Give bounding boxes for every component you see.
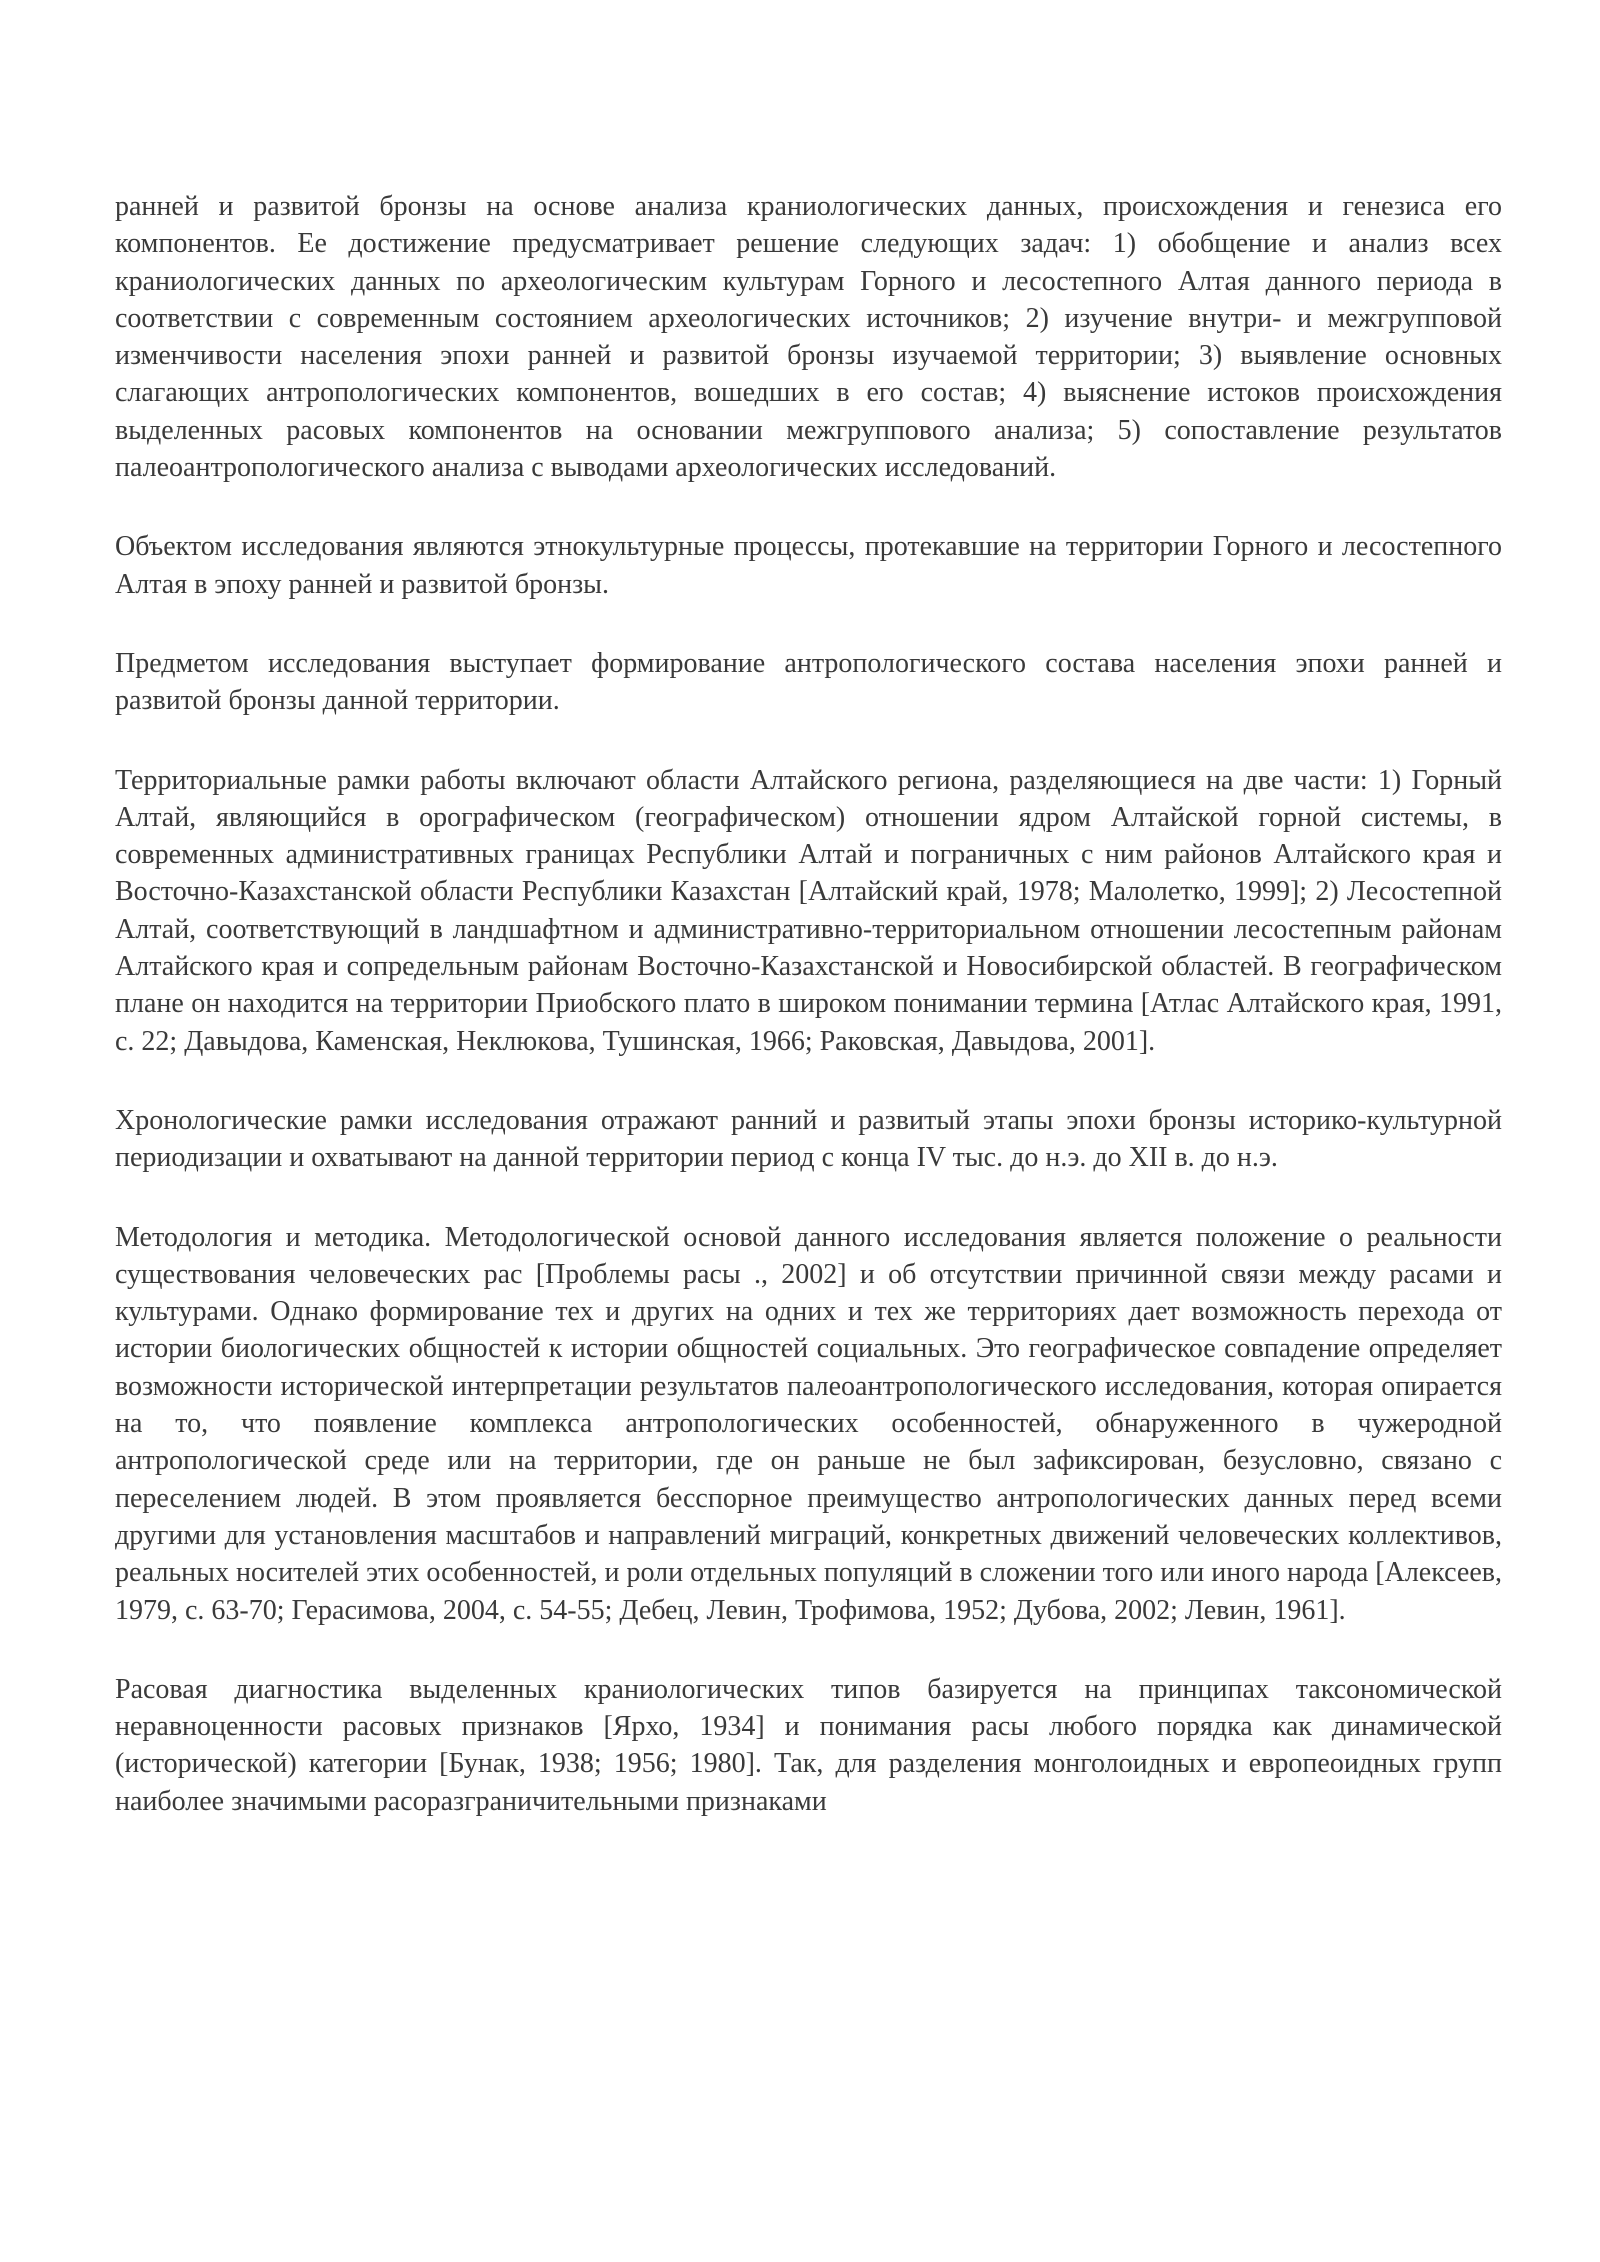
paragraph-research-object: Объектом исследования являются этнокультурные процессы, протекавшие на территории Горного и лесостепного Алтая в эпоху ранней и развитой бронзы. bbox=[115, 531, 1502, 600]
paragraph-research-subject: Предметом исследования выступает формирование антропологического состава населения эпохи ранней и развитой бронзы данной территории. bbox=[115, 647, 1502, 717]
paragraph-research-goal: ранней и развитой бронзы на основе анализа краниологических данных, происхождения и генезиса его компонентов. Ее достижение предусматривает решение следующих задач: 1) обобщение и анализ всех краниологических данных по археологическим культурам Горного и лесостепного Алтая данного периода в соответствии с современным состоянием археологических источников; 2) изучение внутри- и межгрупповой изменчивости населения эпохи ранней и развитой бронзы изучаемой территории; 3) выявление основных слагающих антропологических компонентов, вошедших в его состав; 4) выяснение истоков происхождения выделенных расовых компонентов на основании межгруппового анализа; 5) сопоставление результатов палеоантропологического анализа с выводами археологических исследований. bbox=[115, 191, 1502, 484]
paragraph-territorial-scope: Территориальные рамки работы включают области Алтайского региона, разделяющиеся на две части: 1) Горный Алтай, являющийся в орографическом (географическом) отношении ядром Алтайской горной системы, в современных административных границах Республики Алтай и пограничных с ним районов Алтайского края и Восточно-Казахстанской области Республики Казахстан [Алтайский край, 1978; Малолетко, 1999]; 2) Лесостепной Алтай, соответствующий в ландшафтном и административно-территориальном отношении лесостепным районам Алтайского края и сопредельным районам Восточно-Казахстанской и Новосибирской областей. В географическом плане он находится на территории Приобского плато в широком понимании термина [Атлас Алтайского края, 1991, с. 22; Давыдова, Каменская, Неклюкова, Тушинская, 1966; Раковская, Давыдова, 2001]. bbox=[115, 764, 1502, 1057]
paragraph-methodology: Методология и методика. Методологической основой данного исследования является положение о реальности существования человеческих рас [Проблемы расы ., 2002] и об отсутствии причинной связи между расами и культурами. Однако формирование тех и других на одних и тех же территориях дает возможность перехода от истории биологических общностей к истории общностей социальных. Это географическое совпадение определяет возможности исторической интерпретации результатов палеоантропологического исследования, которая опирается на то, что появление комплекса антропологических особенностей, обнаруженного в чужеродной антропологической среде или на территории, где он раньше не был зафиксирован, безусловно, связано с переселением людей. В этом проявляется бесспорное преимущество антропологических данных перед всеми другими для установления масштабов и направлений миграций, конкретных движений человеческих коллективов, реальных носителей этих особенностей, и роли отдельных популяций в сложении того или иного народа [Алексеев, 1979, с. 63-70; Герасимова, 2004, с. 54-55; Дебец, Левин, Трофимова, 1952; Дубова, 2002; Левин, 1961]. bbox=[115, 1221, 1502, 1626]
paragraph-racial-diagnostics: Расовая диагностика выделенных краниологических типов базируется на принципах таксономической неравноценности расовых признаков [Ярхо, 1934] и понимания расы любого порядка как динамической (исторической) категории [Бунак, 1938; 1956; 1980]. Так, для разделения монголоидных и европеоидных групп наиболее значимыми расоразграничительными признаками bbox=[115, 1673, 1502, 1817]
paragraph-chronological-scope: Хронологические рамки исследования отражают ранний и развитый этапы эпохи бронзы историко-культурной периодизации и охватывают на данной территории период с конца IV тыс. до н.э. до XII в. до н.э. bbox=[115, 1104, 1502, 1174]
document-page bbox=[115, 188, 1502, 1820]
